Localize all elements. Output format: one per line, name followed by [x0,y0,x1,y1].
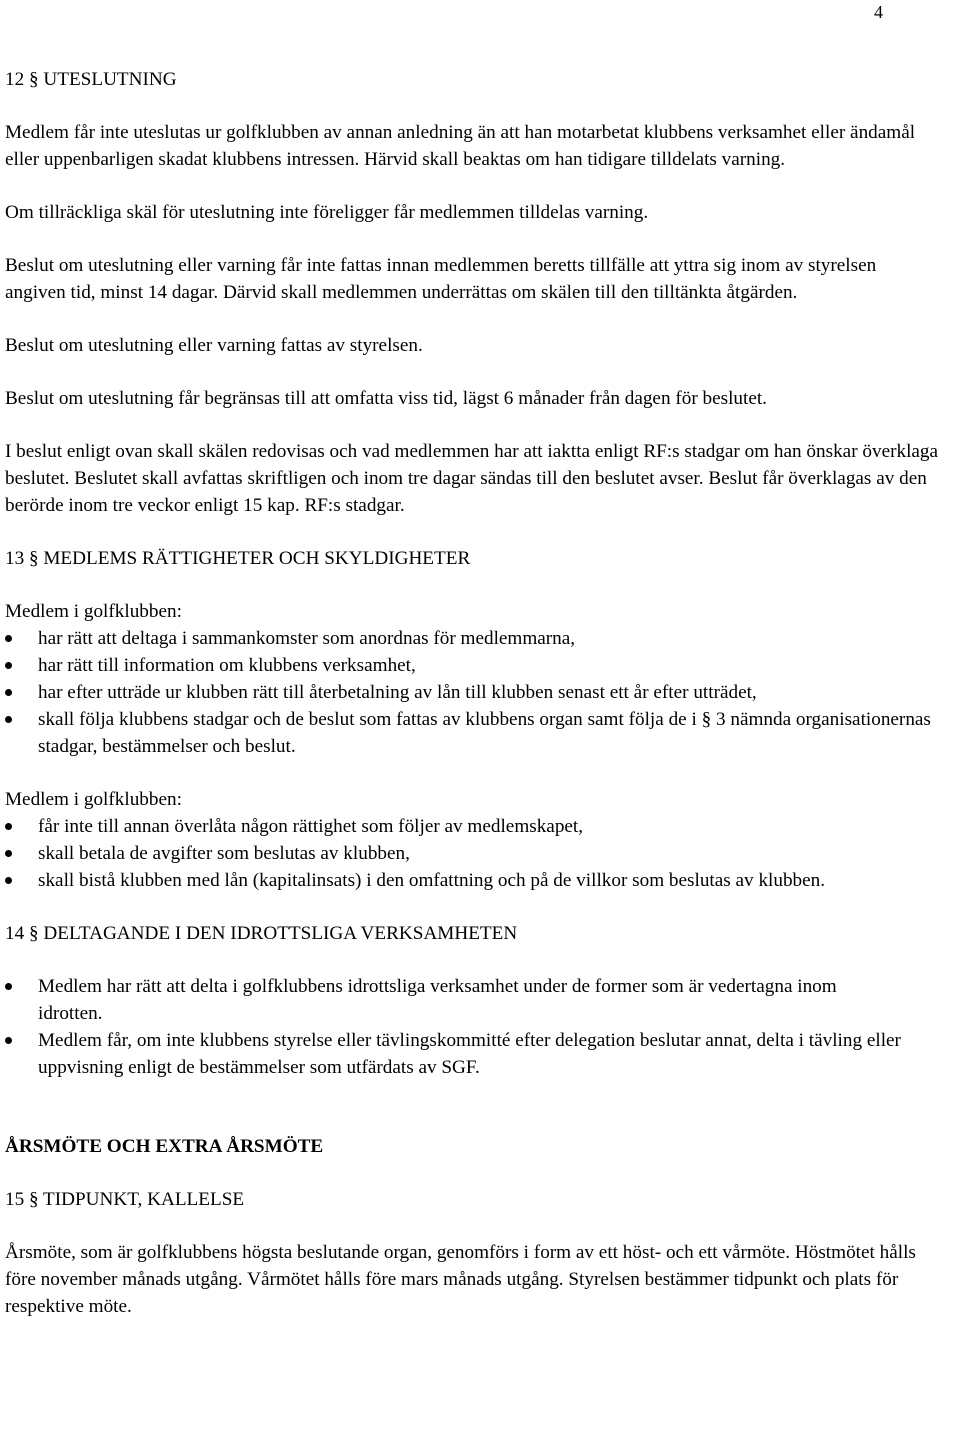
list-item-text: Medlem har rätt att delta i golfklubbens idrottsliga verksamhet under de former som är vedertagna inom idrotten. [38,976,837,1024]
page-number: 4 [874,2,883,22]
bullet-icon [5,689,12,696]
section-13-intro-2: Medlem i golfklubben: [5,789,182,810]
section-13-list-1 [5,625,955,760]
section-13-list-2 [5,813,955,894]
section-13-intro-1: Medlem i golfklubben: [5,601,182,622]
bullet-icon [5,877,12,884]
bullet-icon [5,635,12,642]
section-12-paragraph-1: Medlem får inte uteslutas ur golfklubben av annan anledning än att han motarbetat klubbens verksamhet eller ändamål eller uppenbarligen skadat klubbens intressen. Härvid skall beaktas om han tidigare tilldelats varning. [5,122,916,170]
section-12-heading: 12 § UTESLUTNING [5,69,177,90]
list-item-text: skall bistå klubben med lån (kapitalinsats) i den omfattning och på de villkor som beslutas av klubben. [38,870,826,891]
document-body [5,66,955,1320]
list-item [5,652,955,679]
section-12-paragraph-5: Beslut om uteslutning får begränsas till att omfatta viss tid, lägst 6 månader från dagen för beslutet. [5,388,767,409]
list-item [5,973,858,1027]
arsmote-heading: ÅRSMÖTE OCH EXTRA ÅRSMÖTE [5,1136,324,1157]
list-item-text: skall följa klubbens stadgar och de beslut som fattas av klubbens organ samt följa de i § 3 nämnda organisationernas stadgar, bestämmelser och beslut. [38,709,931,757]
list-item [5,840,955,867]
bullet-icon [5,850,12,857]
bullet-icon [5,716,12,723]
section-12-paragraph-6: I beslut enligt ovan skall skälen redovisas och vad medlemmen har att iaktta enligt RF:s stadgar om han önskar överklaga beslutet. Beslutet skall avfattas skriftligen och inom tre dagar sändas till den beslutet avser. Beslut får överklagas av den berörde inom tre veckor enligt 15 kap. RF:s stadgar. [5,441,939,516]
bullet-icon [5,823,12,830]
list-item-text: har rätt till information om klubbens verksamhet, [38,655,416,676]
section-14-heading: 14 § DELTAGANDE I DEN IDROTTSLIGA VERKSAMHETEN [5,923,518,944]
bullet-icon [5,983,12,990]
list-item-text: får inte till annan överlåta någon rättighet som följer av medlemskapet, [38,816,584,837]
bullet-icon [5,662,12,669]
list-item-text: skall betala de avgifter som beslutas av klubben, [38,843,410,864]
list-item [5,1027,918,1081]
list-item-text: har rätt att deltaga i sammankomster som anordnas för medlemmarna, [38,628,576,649]
section-13-heading: 13 § MEDLEMS RÄTTIGHETER OCH SKYLDIGHETER [5,548,471,569]
section-15-paragraph: Årsmöte, som är golfklubbens högsta beslutande organ, genomförs i form av ett höst- och ett vårmöte. Höstmötet hålls före november månads utgång. Vårmötet hålls före mars månads utgång. Styrelsen bestämmer tidpunkt och plats för respektive möte. [5,1242,916,1317]
section-12-paragraph-3: Beslut om uteslutning eller varning får inte fattas innan medlemmen beretts tillfälle att yttra sig inom av styrelsen angiven tid, minst 14 dagar. Därvid skall medlemmen underrättas om skälen till den tilltänkta åtgärden. [5,255,877,303]
list-item-text: har efter utträde ur klubben rätt till återbetalning av lån till klubben senast ett år efter utträdet, [38,682,757,703]
list-item [5,679,955,706]
list-item-text: Medlem får, om inte klubbens styrelse eller tävlingskommitté efter delegation beslutar annat, delta i tävling eller uppvisning enligt de bestämmelser som utfärdats av SGF. [38,1030,901,1078]
list-item [5,813,955,840]
list-item [5,706,958,760]
section-14-list [5,973,955,1081]
bullet-icon [5,1037,12,1044]
section-15-heading: 15 § TIDPUNKT, KALLELSE [5,1189,245,1210]
section-12-paragraph-2: Om tillräckliga skäl för uteslutning inte föreligger får medlemmen tilldelas varning. [5,202,649,223]
list-item [5,867,918,894]
list-item [5,625,955,652]
section-12-paragraph-4: Beslut om uteslutning eller varning fattas av styrelsen. [5,335,423,356]
